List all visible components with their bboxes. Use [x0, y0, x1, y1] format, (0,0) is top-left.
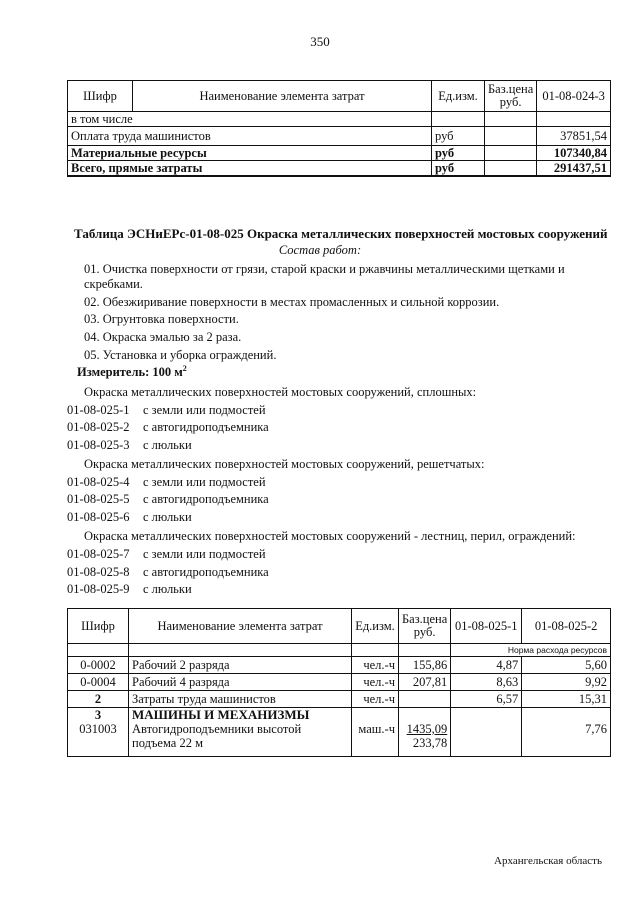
meter-sup: 2 [182, 364, 187, 373]
row-name: Рабочий 4 разряда [129, 674, 352, 691]
machines-num: 3 [94, 708, 102, 722]
table-row [68, 691, 611, 708]
row-unit: руб [432, 146, 485, 161]
work-step: 03. Огрунтовка поверхности. [84, 312, 239, 326]
item-code: 01-08-025-1 [67, 403, 130, 417]
machines-v1 [451, 708, 522, 757]
row-v2: 5,60 [522, 657, 611, 674]
row-v2: 15,31 [522, 691, 611, 708]
header-cell: 01-08-024-3 [537, 81, 611, 112]
row-unit: чел.-ч [352, 657, 399, 674]
row-price [485, 146, 537, 161]
work-step: 04. Окраска эмалью за 2 раза. [84, 330, 242, 344]
row-value: 107340,84 [537, 146, 611, 161]
meter [77, 364, 187, 380]
machines-price-cell [399, 708, 451, 757]
work-step: 05. Установка и уборка ограждений. [84, 348, 277, 362]
row-name: в том числе [68, 112, 432, 127]
row-price [485, 161, 537, 177]
table-row [68, 112, 611, 127]
machines-name-cell [129, 708, 352, 757]
header-cell: Ед.изм. [432, 81, 485, 112]
machines-price1: 1435,09 [406, 722, 448, 736]
machines-unit: маш.-ч [352, 708, 399, 757]
machines-v2: 7,76 [522, 708, 611, 757]
header-cell: Наименование элемента затрат [133, 81, 432, 112]
row-value: 37851,54 [537, 127, 611, 146]
machines-heading: МАШИНЫ И МЕХАНИЗМЫ [132, 707, 310, 722]
machines-price2: 233,78 [412, 736, 448, 750]
item-code: 01-08-025-3 [67, 438, 130, 452]
row-price [399, 691, 451, 708]
group-heading: Окраска металлических поверхностей мостовых сооружений - лестниц, перил, ограждений: [84, 529, 576, 543]
header-cell: Баз.цена руб. [485, 81, 537, 112]
item-code: 01-08-025-2 [67, 420, 130, 434]
item-code: 01-08-025-7 [67, 547, 130, 561]
item-text: с земли или подмостей [143, 475, 266, 489]
page-number: 350 [310, 34, 330, 49]
item-text: с земли или подмостей [143, 547, 266, 561]
header-cell: Ед.изм. [352, 609, 399, 644]
machines-code: 031003 [79, 722, 117, 736]
table-row [68, 657, 611, 674]
row-unit: чел.-ч [352, 674, 399, 691]
row-name: Материальные ресурсы [68, 146, 432, 161]
section-title: Таблица ЭСНиЕРс-01-08-025 Окраска металлических поверхностей мостовых сооружений [74, 226, 608, 241]
table-row [68, 161, 611, 177]
work-step: скребками. [84, 277, 143, 291]
item-text: с земли или подмостей [143, 403, 266, 417]
work-step: 02. Обезжиривание поверхности в местах промасленных и сильной коррозии. [84, 295, 500, 309]
row-code: 0-0002 [68, 657, 129, 674]
header-cell: Баз.цена руб. [399, 609, 451, 644]
row-v1: 8,63 [451, 674, 522, 691]
item-text: с автогидроподъемника [143, 492, 269, 506]
row-code: 2 [68, 691, 129, 708]
machines-name1: Автогидроподъемники высотой [132, 722, 302, 736]
row-price: 155,86 [399, 657, 451, 674]
table-header [68, 81, 611, 112]
header-cell: Шифр [68, 81, 133, 112]
machines-name2: подъема 22 м [132, 736, 203, 750]
row-v1: 6,57 [451, 691, 522, 708]
header-cell: 01-08-025-2 [522, 609, 611, 644]
group-heading: Окраска металлических поверхностей мостовых сооружений, сплошных: [84, 385, 477, 399]
row-name: Рабочий 2 разряда [129, 657, 352, 674]
row-value [537, 112, 611, 127]
table-row [68, 674, 611, 691]
item-code: 01-08-025-5 [67, 492, 130, 506]
item-code: 01-08-025-8 [67, 565, 130, 579]
table-prev-cost [67, 80, 611, 177]
row-unit: чел.-ч [352, 691, 399, 708]
row-name: Всего, прямые затраты [68, 161, 432, 177]
row-code: 0-0004 [68, 674, 129, 691]
norm-label: Норма расхода ресурсов [451, 644, 611, 657]
row-value: 291437,51 [537, 161, 611, 177]
header-cell: 01-08-025-1 [451, 609, 522, 644]
section-subtitle: Состав работ: [278, 243, 362, 257]
item-code: 01-08-025-6 [67, 510, 130, 524]
row-price [485, 112, 537, 127]
row-v2: 9,92 [522, 674, 611, 691]
item-text: с автогидроподъемника [143, 565, 269, 579]
machines-row [68, 708, 611, 757]
header-cell: Наименование элемента затрат [129, 609, 352, 644]
footer-region: Архангельская область [494, 855, 602, 867]
row-v1: 4,87 [451, 657, 522, 674]
work-step: 01. Очистка поверхности от грязи, старой краски и ржавчины металлическими щетками и [84, 262, 565, 276]
group-heading: Окраска металлических поверхностей мостовых сооружений, решетчатых: [84, 457, 485, 471]
table-header [68, 609, 611, 644]
item-text: с люльки [143, 438, 192, 452]
row-name: Оплата труда машинистов [68, 127, 432, 146]
row-name: Затраты труда машинистов [129, 691, 352, 708]
item-code: 01-08-025-4 [67, 475, 130, 489]
norm-empty [352, 644, 399, 657]
machines-code-cell [68, 708, 129, 757]
norm-empty [129, 644, 352, 657]
row-unit: руб [432, 161, 485, 177]
table-row [68, 146, 611, 161]
norm-empty [399, 644, 451, 657]
norm-empty [68, 644, 129, 657]
item-text: с люльки [143, 510, 192, 524]
row-unit: руб [432, 127, 485, 146]
row-price: 207,81 [399, 674, 451, 691]
meter-text: Измеритель: 100 м [77, 365, 183, 380]
row-unit [432, 112, 485, 127]
table-resources [67, 608, 611, 757]
item-text: с автогидроподъемника [143, 420, 269, 434]
table-row [68, 127, 611, 146]
item-code: 01-08-025-9 [67, 582, 130, 596]
item-text: с люльки [143, 582, 192, 596]
norm-row [68, 644, 611, 657]
header-cell: Шифр [68, 609, 129, 644]
row-price [485, 127, 537, 146]
